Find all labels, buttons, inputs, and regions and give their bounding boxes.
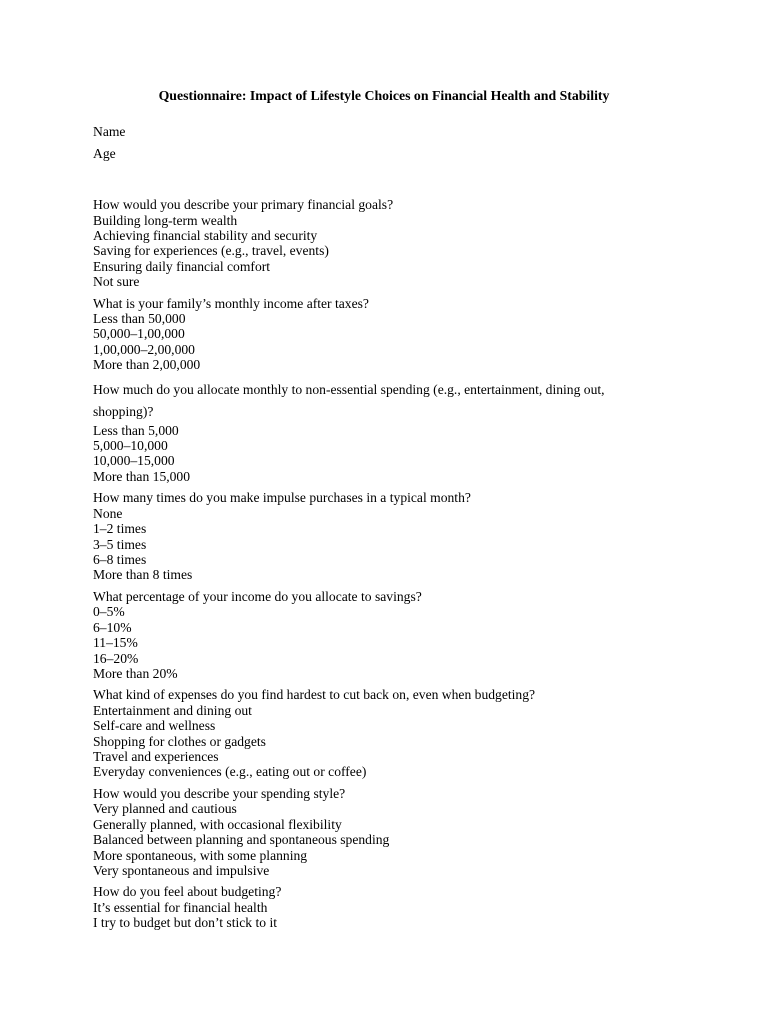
answer-option: Everyday conveniences (e.g., eating out or coffee) [93, 764, 367, 780]
answer-option: Achieving financial stability and security [93, 227, 318, 243]
answer-option: More than 20% [93, 665, 178, 681]
answer-option: Self-care and wellness [93, 718, 216, 734]
answer-option: 11–15% [93, 635, 138, 651]
answer-option: Travel and experiences [93, 749, 219, 765]
answer-option: Very spontaneous and impulsive [93, 863, 270, 878]
answer-option: More than 2,00,000 [93, 357, 201, 373]
question-text: How would you describe your primary financial goals? [93, 197, 394, 212]
answer-option: It’s essential for financial health [93, 899, 268, 915]
answer-option: 5,000–10,000 [93, 438, 168, 454]
question-8 [93, 884, 653, 930]
question-1 [93, 197, 653, 290]
answer-option: Shopping for clothes or gadgets [93, 733, 266, 749]
answer-option: None [93, 505, 123, 521]
question-text: What is your family’s monthly income after taxes? [93, 295, 369, 311]
answer-option: 1,00,000–2,00,000 [93, 341, 195, 357]
answer-option: Saving for experiences (e.g., travel, events) [93, 243, 329, 259]
question-4 [93, 490, 653, 583]
question-list [93, 197, 653, 937]
answer-option: Less than 5,000 [93, 422, 179, 438]
question-5 [93, 589, 653, 682]
answer-option: More spontaneous, with some planning [93, 847, 308, 863]
answer-option: Not sure [93, 274, 140, 290]
answer-option: 6–10% [93, 619, 132, 635]
answer-option: I try to budget but don’t stick to it [93, 915, 278, 931]
answer-option: Ensuring daily financial comfort [93, 258, 271, 274]
answer-option: More than 15,000 [93, 468, 191, 484]
answer-option: 3–5 times [93, 536, 147, 552]
answer-option: 6–8 times [93, 552, 147, 567]
answer-option: Balanced between planning and spontaneous spending [93, 832, 390, 848]
question-text: How much do you allocate monthly to non-essential spending (e.g., entertainment, dining out, shopping)? [93, 381, 605, 419]
answer-option: 16–20% [93, 650, 139, 666]
question-text: What percentage of your income do you allocate to savings? [93, 588, 422, 604]
answer-option: 1–2 times [93, 521, 147, 537]
answer-option: More than 8 times [93, 567, 193, 583]
question-text: What kind of expenses do you find hardest to cut back on, even when budgeting? [93, 687, 536, 703]
question-7 [93, 786, 653, 879]
question-text: How would you describe your spending style? [93, 785, 346, 801]
document-title: Questionnaire: Impact of Lifestyle Choices on Financial Health and Stability [158, 88, 610, 103]
question-6 [93, 687, 653, 780]
answer-option: Entertainment and dining out [93, 702, 252, 718]
answer-option: Less than 50,000 [93, 311, 186, 327]
question-2 [93, 296, 653, 373]
age-field-label: Age [93, 146, 116, 161]
answer-option: Very planned and cautious [93, 801, 237, 817]
answer-option: Building long-term wealth [93, 212, 238, 228]
name-field-label: Name [93, 124, 126, 139]
answer-option: 10,000–15,000 [93, 453, 175, 469]
question-text: How do you feel about budgeting? [93, 884, 282, 900]
question-text: How many times do you make impulse purchases in a typical month? [93, 490, 471, 506]
answer-option: Generally planned, with occasional flexibility [93, 816, 342, 832]
answer-option: 50,000–1,00,000 [93, 326, 185, 342]
question-3 [93, 379, 653, 485]
answer-option: 0–5% [93, 604, 125, 620]
